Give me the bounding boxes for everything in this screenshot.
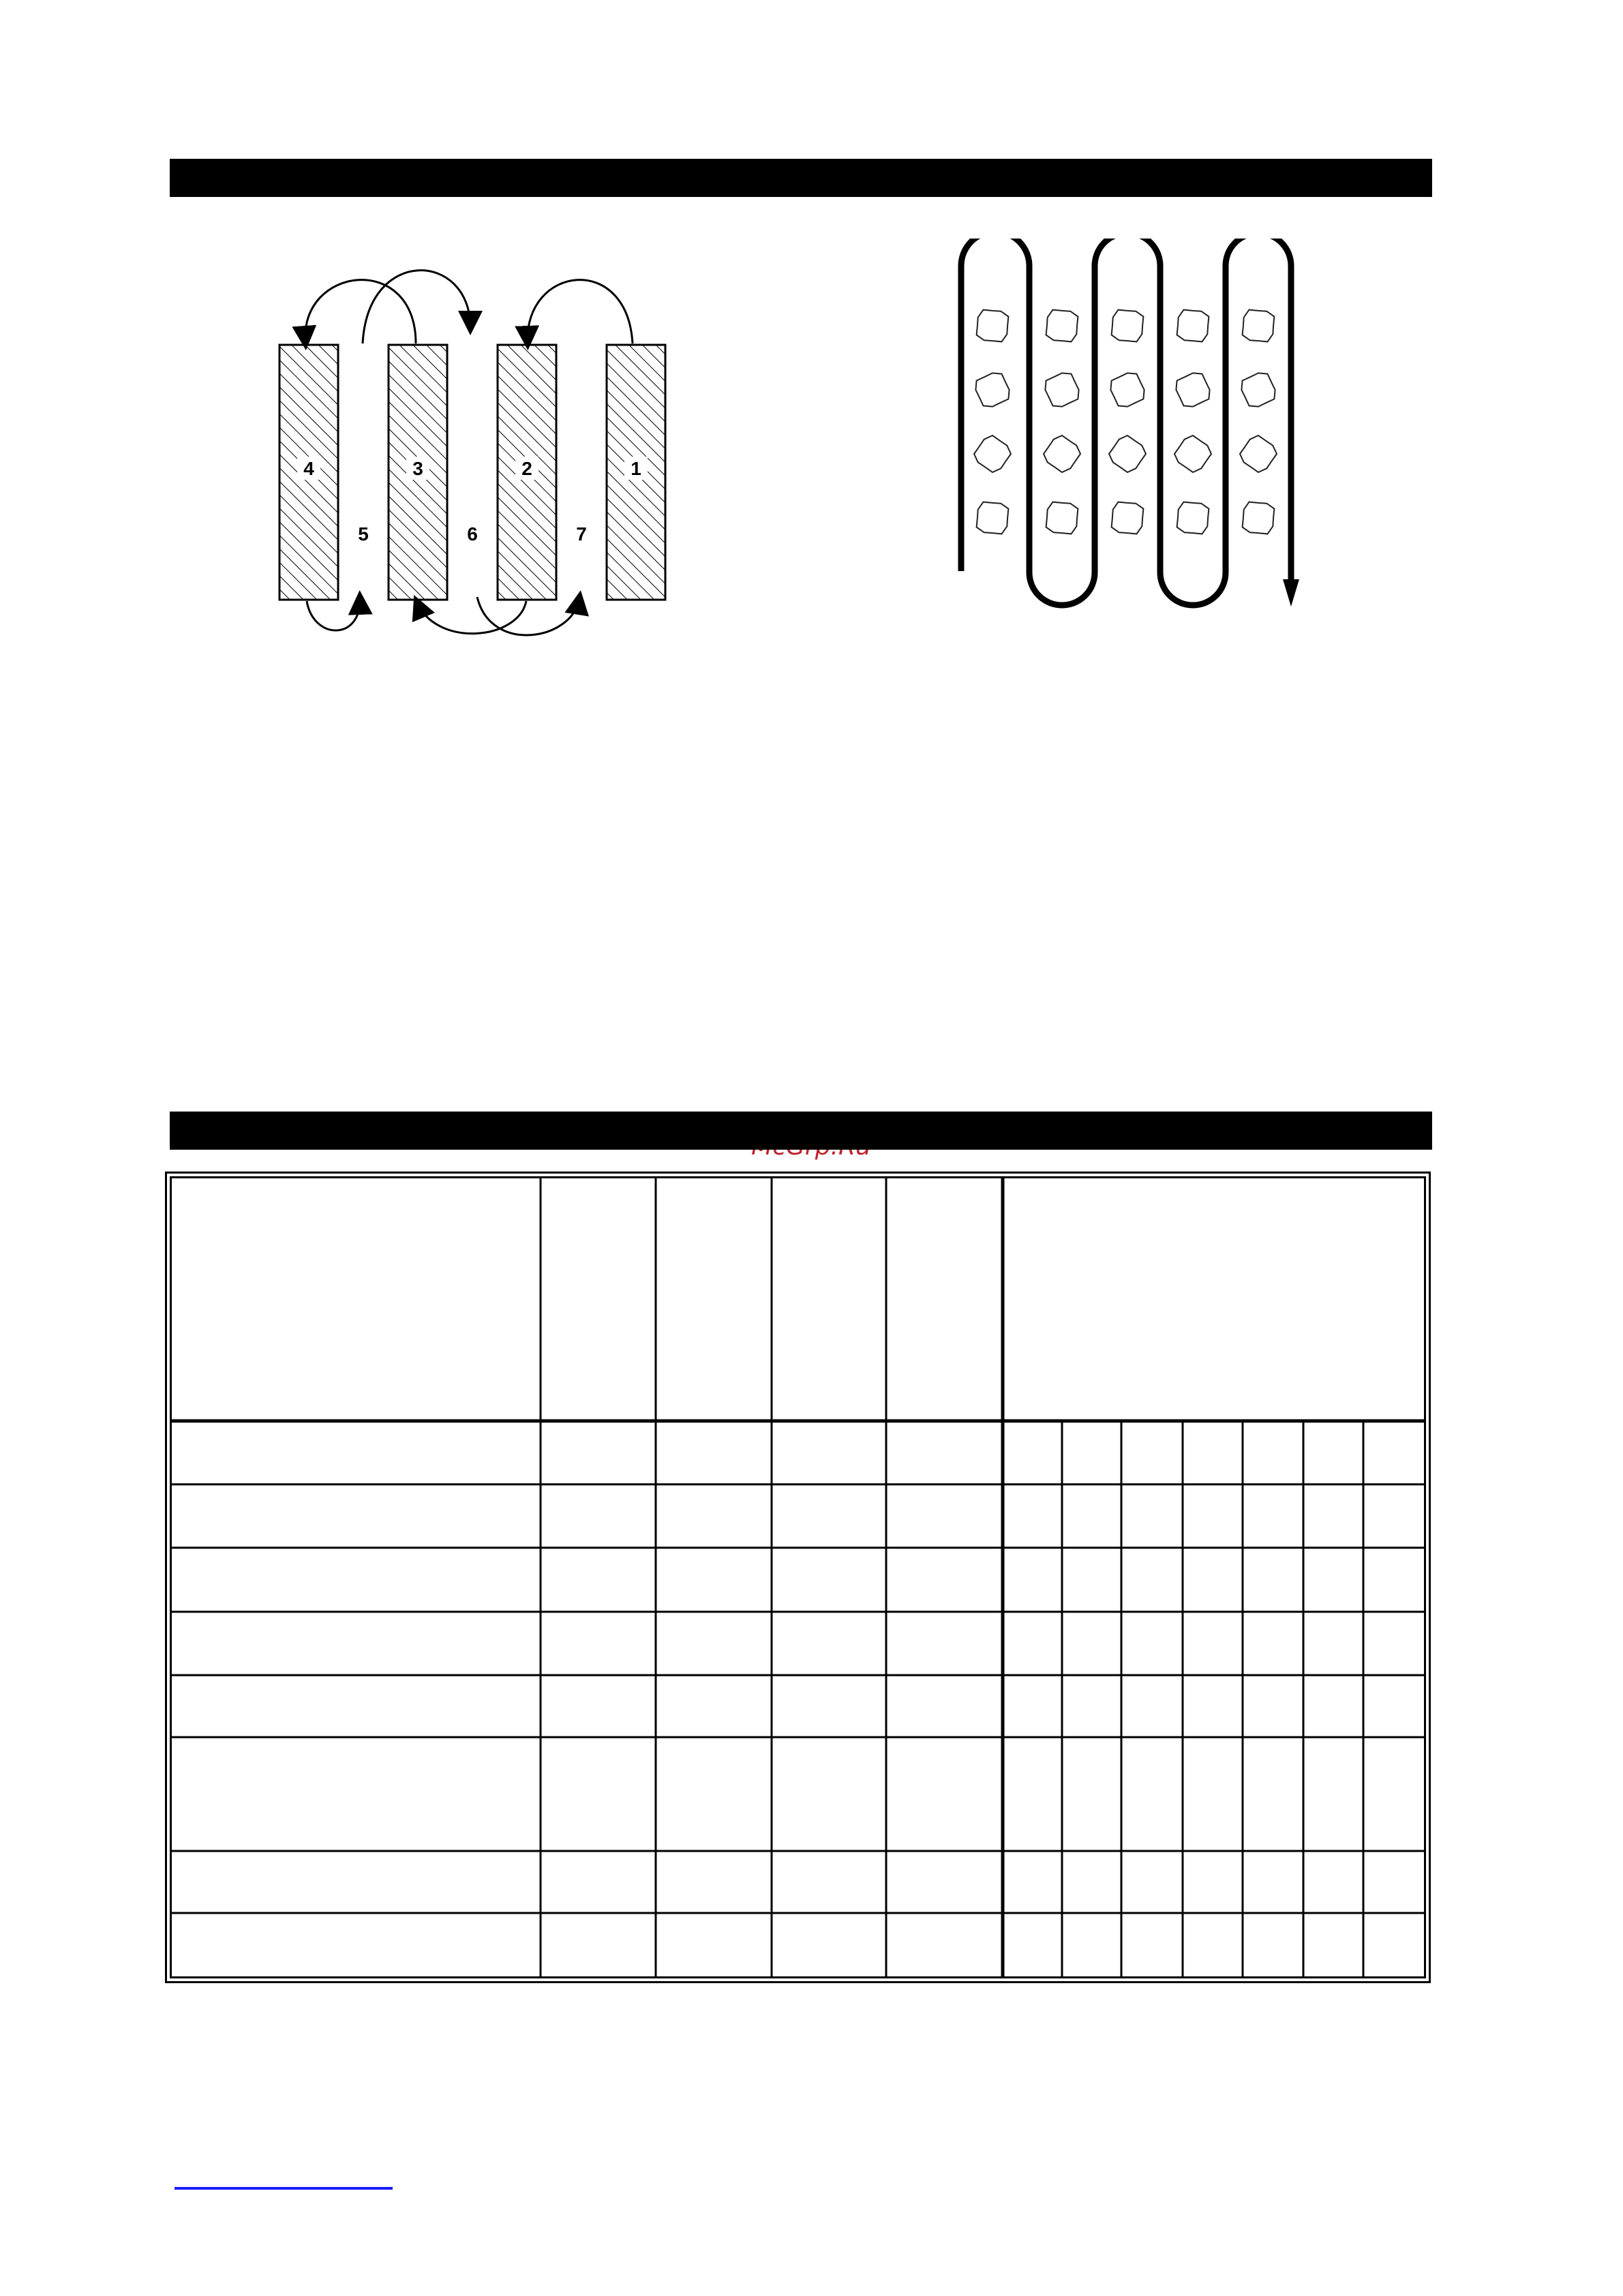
airflow-plates-diagram <box>259 259 695 654</box>
gap-label-5: 5 <box>358 523 369 545</box>
arrow-1-to-2 <box>528 280 633 343</box>
item-blob <box>1112 310 1144 342</box>
item-blob <box>1174 435 1211 472</box>
item-blob <box>974 435 1011 472</box>
footer-link-underline[interactable] <box>175 2187 393 2190</box>
specification-table <box>165 1172 1431 1983</box>
section-header-bar-table <box>170 1112 1432 1150</box>
gap-label-7: 7 <box>576 523 587 545</box>
item-blob <box>1044 435 1080 472</box>
serpentine-flow-diagram <box>947 239 1329 620</box>
serpentine-path <box>961 239 1291 605</box>
item-blob <box>977 502 1009 534</box>
item-blob <box>975 373 1009 406</box>
item-blob <box>1110 373 1144 406</box>
item-blob <box>977 310 1009 342</box>
item-blob <box>1046 310 1078 342</box>
item-blob <box>1112 502 1144 534</box>
gap-label-6: 6 <box>467 523 478 545</box>
item-blob <box>1177 310 1209 342</box>
item-blob <box>1243 310 1275 342</box>
page-edge-mark <box>0 2283 75 2296</box>
item-blob <box>1243 502 1275 534</box>
plate-label-1: 1 <box>631 458 641 479</box>
plate-label-3: 3 <box>412 458 423 479</box>
section-header-bar-top <box>170 159 1432 197</box>
item-blob <box>1045 373 1078 406</box>
serpentine-arrowhead <box>1283 579 1299 607</box>
arrow-gap6-to-gap7 <box>477 597 579 635</box>
item-blob <box>1176 373 1209 406</box>
item-blob <box>1241 373 1275 406</box>
item-blob <box>1046 502 1078 534</box>
arrow-3-to-4 <box>305 280 416 343</box>
plate-label-4: 4 <box>303 458 314 479</box>
arrow-3-to-gap6 <box>363 271 470 343</box>
item-blob <box>1177 502 1209 534</box>
item-blob <box>1109 435 1146 472</box>
plate-label-2: 2 <box>521 458 532 479</box>
arrow-2-to-3 <box>417 601 526 634</box>
arrow-4-to-gap5 <box>307 598 360 630</box>
item-blob <box>1240 435 1277 472</box>
